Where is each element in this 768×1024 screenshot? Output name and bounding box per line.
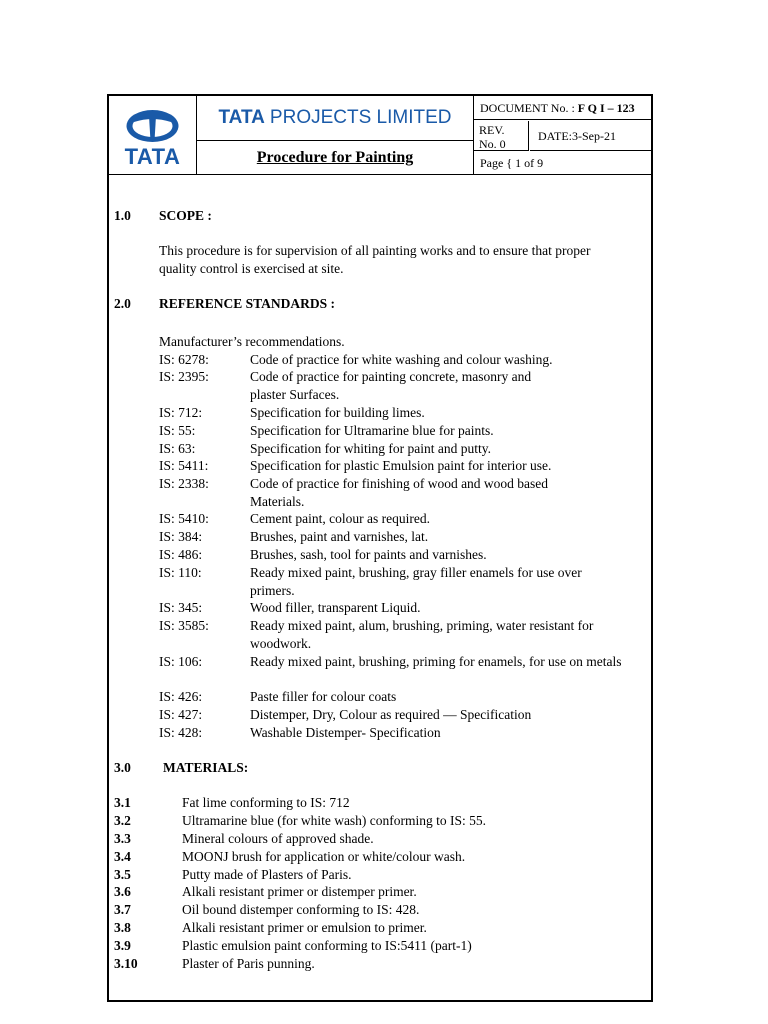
reference-description: Ready mixed paint, brushing, gray filler enamels for use over primers. [250,565,582,598]
material-text: MOONJ brush for application or white/colour wash. [182,849,466,864]
reference-description: Cement paint, colour as required. [250,511,430,526]
reference-item [159,724,645,742]
reference-item [159,475,589,510]
reference-item [159,706,645,724]
document-body [109,96,651,1000]
material-text: Ultramarine blue (for white wash) conforming to IS: 55. [182,813,487,828]
reference-description: Ready mixed paint, brushing, priming for enamels, for use on metals [250,654,622,669]
reference-code: IS: 106: [159,654,203,669]
reference-code: IS: 55: [159,423,196,438]
reference-code: IS: 5410: [159,511,209,526]
company-name-rest: PROJECTS LIMITED [269,107,452,128]
reference-description: Paste filler for colour coats [250,689,397,704]
reference-code: IS: 345: [159,600,203,615]
material-number: 3.5 [114,867,131,882]
material-number: 3.10 [114,956,138,971]
material-number: 3.1 [114,795,131,810]
material-text: Plaster of Paris punning. [182,956,315,971]
reference-code: IS: 486: [159,547,203,562]
page-number: Page { 1 of 9 [480,156,544,170]
material-number: 3.9 [114,938,131,953]
company-name-bold: TATA [218,107,265,128]
reference-code: IS: 3585: [159,618,209,633]
scope-number: 1.0 [114,208,131,223]
reference-description: Specification for Ultramarine blue for paints. [250,423,494,438]
reference-code: IS: 63: [159,441,196,456]
materials-heading: MATERIALS: [163,760,249,775]
reference-item [159,617,639,652]
reference-code: IS: 426: [159,689,203,704]
reference-item [159,688,645,706]
material-text: Alkali resistant primer or distemper primer. [182,884,417,899]
material-text: Putty made of Plasters of Paris. [182,867,352,882]
reference-code: IS: 5411: [159,458,209,473]
reference-item [159,528,645,546]
document-page [107,94,653,1002]
reference-code: IS: 384: [159,529,203,544]
reference-description: Washable Distemper- Specification [250,725,441,740]
reference-item [159,351,645,369]
reference-item [159,599,645,617]
reference-description: Brushes, sash, tool for paints and varnishes. [250,547,487,562]
material-text: Fat lime conforming to IS: 712 [182,795,350,810]
materials-number: 3.0 [114,760,131,775]
scope-heading: SCOPE : [159,208,212,223]
scope-line: quality control is exercised at site. [159,261,344,276]
reference-code: IS: 428: [159,725,203,740]
scope-text [159,242,645,278]
material-number: 3.8 [114,920,131,935]
revision-value: No. 0 [479,137,506,151]
reference-description: Wood filler, transparent Liquid. [250,600,421,615]
document-title: Procedure for Painting [256,148,414,166]
reference-description: Code of practice for finishing of wood and wood based Materials. [250,476,549,509]
document-date: DATE:3-Sep-21 [530,121,653,151]
reference-description: Ready mixed paint, alum, brushing, priming, water resistant for woodwork. [250,618,594,651]
reference-item [159,457,645,475]
revision-label: REV. [479,123,505,137]
reference-description: Distemper, Dry, Colour as required — Specification [250,707,532,722]
reference-description: Code of practice for white washing and colour washing. [250,352,553,367]
reference-item [159,368,564,403]
material-number: 3.4 [114,849,131,864]
references-number: 2.0 [114,296,131,311]
reference-description: Specification for building limes. [250,405,425,420]
reference-item [159,404,645,422]
reference-description: Specification for whiting for paint and putty. [250,441,491,456]
material-number: 3.6 [114,884,131,899]
material-text: Oil bound distemper conforming to IS: 428. [182,902,420,917]
material-number: 3.7 [114,902,131,917]
reference-item [159,653,629,671]
reference-code: IS: 2338: [159,476,209,491]
material-text: Plastic emulsion paint conforming to IS:5411 (part-1) [182,938,472,953]
material-number: 3.2 [114,813,131,828]
scope-line: This procedure is for supervision of all painting works and to ensure that proper [159,243,591,258]
reference-description: Specification for plastic Emulsion paint for interior use. [250,458,552,473]
reference-code: IS: 110: [159,565,202,580]
material-text: Mineral colours of approved shade. [182,831,374,846]
reference-code: IS: 2395: [159,369,209,384]
document-number-label: DOCUMENT No. : [480,101,578,115]
material-number: 3.3 [114,831,131,846]
reference-code: IS: 712: [159,405,203,420]
reference-description: Code of practice for painting concrete, masonry and plaster Surfaces. [250,369,532,402]
reference-code: IS: 427: [159,707,203,722]
reference-item [159,564,629,599]
reference-item [159,546,645,564]
reference-item [159,422,645,440]
reference-description: Brushes, paint and varnishes, lat. [250,529,429,544]
material-text: Alkali resistant primer or emulsion to primer. [182,920,427,935]
document-number-value: F Q I – 123 [577,101,635,115]
reference-item [159,510,645,528]
reference-item [159,440,645,458]
logo-wordmark: TATA [124,144,181,169]
references-intro: Manufacturer’s recommendations. [159,334,345,349]
reference-code: IS: 6278: [159,352,209,367]
references-heading: REFERENCE STANDARDS : [159,296,336,311]
